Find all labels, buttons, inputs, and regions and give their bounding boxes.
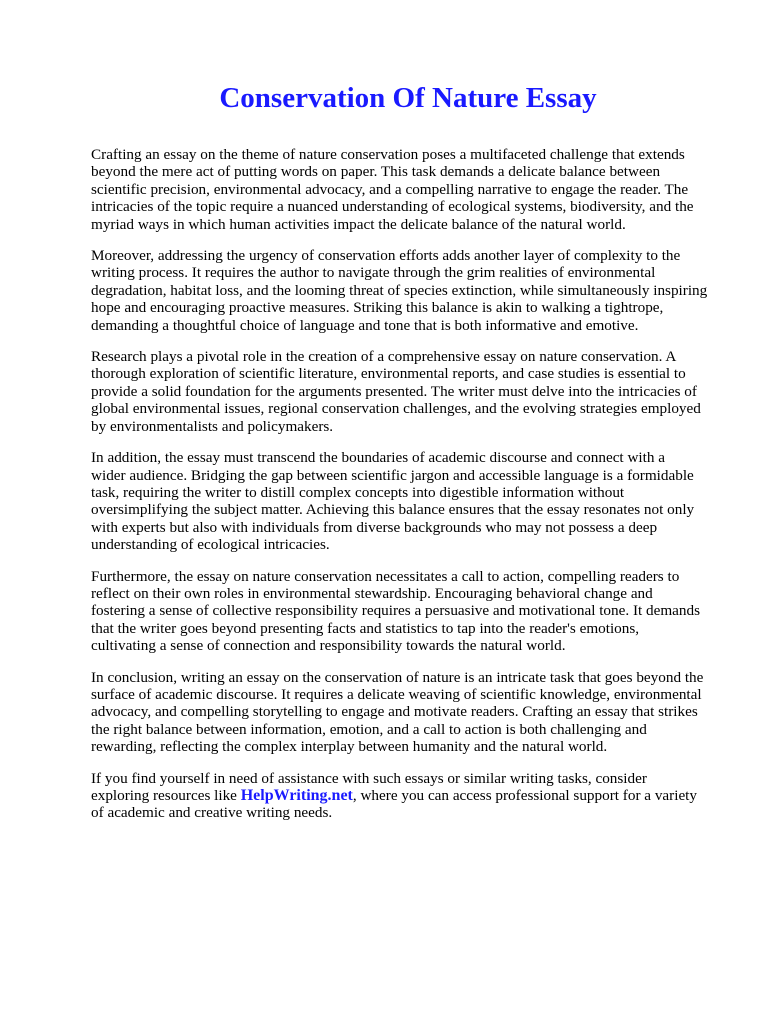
paragraph-line: Crafting an essay on the theme of nature conservation poses a multifaceted challenge that extends <box>91 146 685 163</box>
paragraph-line: global environmental issues, regional conservation challenges, and the evolving strategies employed <box>91 400 701 418</box>
closing-line: of academic and creative writing needs. <box>91 804 333 822</box>
paragraph-line: the right balance between information, emotion, and a call to action is both challenging and <box>91 720 647 738</box>
closing-text-before-link: exploring resources like <box>91 787 241 804</box>
paragraph-line: thorough exploration of scientific literature, environmental reports, and case studies is essential to <box>91 365 686 383</box>
paragraph-line: advocacy, and compelling storytelling to engage and motivate readers. Crafting an essay that strikes <box>91 703 698 721</box>
essay-body <box>91 146 731 836</box>
paragraph-line: surface of academic discourse. It requires a delicate weaving of scientific knowledge, environmental <box>91 685 702 703</box>
paragraph-line: hope and encouraging proactive measures. Striking this balance is akin to walking a tightrope, <box>91 299 664 317</box>
essay-paragraph <box>91 247 731 334</box>
paragraph-line: oversimplifying the subject matter. Achieving this balance ensures that the essay resonates not only <box>91 501 695 519</box>
paragraph-line: degradation, habitat loss, and the looming threat of species extinction, while simultaneously inspiring <box>91 281 708 299</box>
paragraph-line: understanding of ecological intricacies. <box>91 536 330 554</box>
paragraph-list <box>91 146 731 756</box>
paragraph-line: Research plays a pivotal role in the creation of a comprehensive essay on nature conservation. A <box>91 348 677 366</box>
paragraph-line: demanding a thoughtful choice of language and tone that is both informative and emotive. <box>91 316 639 334</box>
paragraph-line: by environmentalists and policymakers. <box>91 417 334 435</box>
paragraph-line: Furthermore, the essay on nature conservation necessitates a call to action, compelling readers to <box>91 567 680 585</box>
closing-text-after-link: , where you can access professional support for a variety <box>352 787 697 804</box>
paragraph-line: reflect on their own roles in environmental stewardship. Encouraging behavioral change and <box>91 584 653 602</box>
paragraph-line: wider audience. Bridging the gap between scientific jargon and accessible language is a formidable <box>91 466 694 484</box>
paragraph-line: writing process. It requires the author to navigate through the grim realities of environmental <box>91 264 656 282</box>
essay-paragraph <box>91 568 731 655</box>
paragraph-line: In conclusion, writing an essay on the conservation of nature is an intricate task that goes beyond the <box>91 668 704 686</box>
page-title: Conservation Of Nature Essay <box>219 82 597 114</box>
paragraph-line: that the writer goes beyond presenting facts and statistics to tap into the reader's emotions, <box>91 619 640 637</box>
paragraph-line: intricacies of the topic require a nuanced understanding of ecological systems, biodiversity, and the <box>91 198 694 216</box>
helpwriting-link[interactable]: HelpWriting.net <box>240 787 353 804</box>
paragraph-line: provide a solid foundation for the arguments presented. The writer must delve into the intricacies of <box>91 382 697 400</box>
essay-paragraph <box>91 449 731 553</box>
essay-paragraph <box>91 146 731 233</box>
closing-line-with-link <box>91 787 731 804</box>
paragraph-line: In addition, the essay must transcend the boundaries of academic discourse and connect with a <box>91 449 665 467</box>
essay-paragraph <box>91 669 731 756</box>
paragraph-line: beyond the mere act of putting words on paper. This task demands a delicate balance between <box>91 163 661 181</box>
paragraph-line: cultivating a sense of connection and responsibility towards the natural world. <box>91 637 566 655</box>
essay-paragraph <box>91 348 731 435</box>
paragraph-line: task, requiring the writer to distill complex concepts into digestible information without <box>91 483 625 501</box>
paragraph-line: rewarding, reflecting the complex interplay between humanity and the natural world. <box>91 738 608 756</box>
paragraph-line: scientific precision, environmental advocacy, and a compelling narrative to engage the reader. The <box>91 180 689 198</box>
paragraph-line: with experts but also with individuals from diverse backgrounds who may not possess a deep <box>91 518 658 536</box>
closing-paragraph <box>91 770 731 822</box>
paragraph-line: myriad ways in which human activities impact the delicate balance of the natural world. <box>91 215 626 233</box>
closing-line: If you find yourself in need of assistance with such essays or similar writing tasks, consider <box>91 769 647 787</box>
paragraph-line: Moreover, addressing the urgency of conservation efforts adds another layer of complexity to the <box>91 247 681 265</box>
paragraph-line: fostering a sense of collective responsibility requires a persuasive and motivational tone. It demands <box>91 602 701 620</box>
